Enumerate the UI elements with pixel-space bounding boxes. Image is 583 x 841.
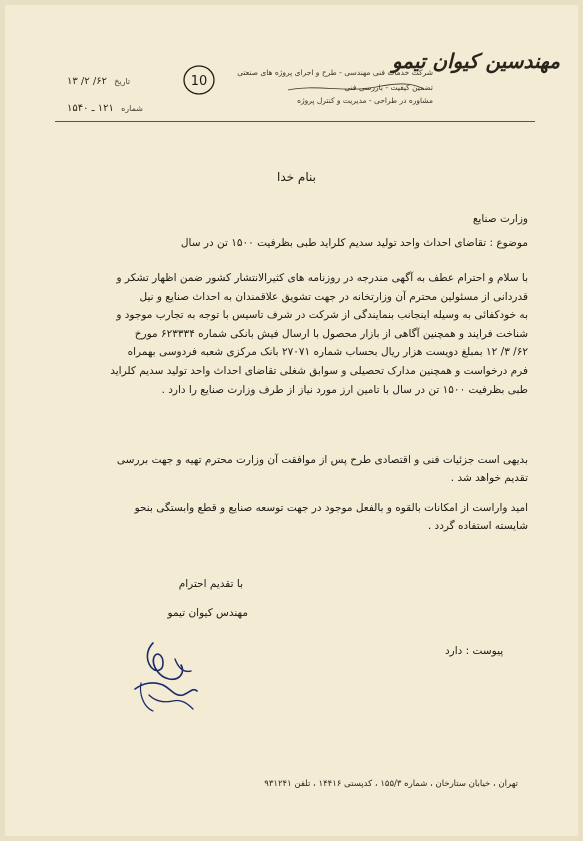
reference-line (67, 103, 143, 114)
reference-value: ۱۲۱ ـ ۱۵۴۰ (67, 103, 114, 114)
attachment-note: پیوست : دارد (445, 645, 504, 657)
footer-address: تهران ، خیابان ستارخان ، شماره ۱۵۵/۳ ، کدپستی ۱۴۴۱۶ ، تلفن ۹۳۱۲۴۱ (264, 779, 518, 789)
addressee: وزارت صنایع (472, 213, 528, 225)
text-line: قدردانی از مسئولین محترم آن وزارتخانه در جهت تشویق علاقمندان به احداث صنایع و نیل (139, 290, 528, 303)
text-line: با سلام و احترام عطف به آگهی مندرجه در روزنامه های کثیرالانتشار کشور ضمن اظهار تشکر و (116, 272, 528, 284)
text-line: طبی بظرفیت ۱۵۰۰ تن در سال با تامین ارز مورد نیاز از طرف وزارت صنایع را دارد . (161, 383, 528, 396)
paragraph-details (38, 451, 528, 487)
signatory-name: مهندس کیوان تیمو (167, 607, 248, 619)
page-number: 10 (190, 74, 208, 89)
paragraph-hope (38, 499, 528, 535)
text-line: شناخت فرایند و همچنین آگاهی از بازار محصول با ارسال فیش بانکی شماره ۶۲۳۳۳۴ مورخ (134, 327, 528, 340)
date-value: ۶۲/ ۲/ ۱۳ (67, 76, 107, 87)
subject-line: موضوع : تقاضای احداث واحد تولید سدیم کلراید طبی بظرفیت ۱۵۰۰ تن در سال (180, 237, 528, 249)
handwritten-signature (123, 637, 213, 723)
company-description-line-1: شرکت خدمات فنی مهندسی - طرح و اجرای پروژه های صنعتی (237, 68, 433, 77)
page-number-badge (181, 63, 217, 97)
text-line: بدیهی است جزئیات فنی و اقتصادی طرح پس از موافقت آن وزارت محترم تهیه و جهت بررسی (116, 454, 528, 466)
text-line: به خودکفائی به وسیله اینجانب بنمایندگی از شرکت در شرف تاسیس با توجه به تجارب موجود و (116, 309, 528, 322)
text-line: تقدیم خواهد شد . (450, 472, 528, 484)
closing-salutation: با تقدیم احترام (178, 578, 243, 590)
text-line: فرم درخواست و همچنین مدارک تحصیلی و سوابق شغلی تقاضای احداث واحد تولید سدیم کلراید (110, 364, 528, 377)
paragraph-request (38, 269, 528, 399)
heading-in-the-name-of-god: بنام خدا (277, 170, 316, 184)
date-label: تاریخ (114, 77, 131, 86)
text-line: ۶۲/ ۳/ ۱۲ بمبلغ دویست هزار ریال بحساب شماره ۲۷۰۷۱ بانک مرکزی شعبه فردوسی بهمراه (127, 346, 528, 359)
letterhead-divider (55, 121, 535, 122)
hand-drawn-circle-icon (181, 63, 217, 97)
text-line: امید واراست از امکانات بالقوه و بالفعل موجود در جهت توسعه صنایع و قطع وابستگی بنحو (134, 502, 528, 514)
company-description-line-3: مشاوره در طراحی - مدیریت و کنترل پروژه (297, 96, 433, 105)
text-line: شایسته استفاده گردد . (427, 520, 528, 532)
company-description-line-2: تضمین کیفیت - بازرسی فنی (344, 83, 433, 92)
reference-label: شماره (121, 104, 143, 113)
date-line (67, 76, 130, 87)
company-logotype: مهندسین کیوان تیمو (391, 49, 560, 73)
